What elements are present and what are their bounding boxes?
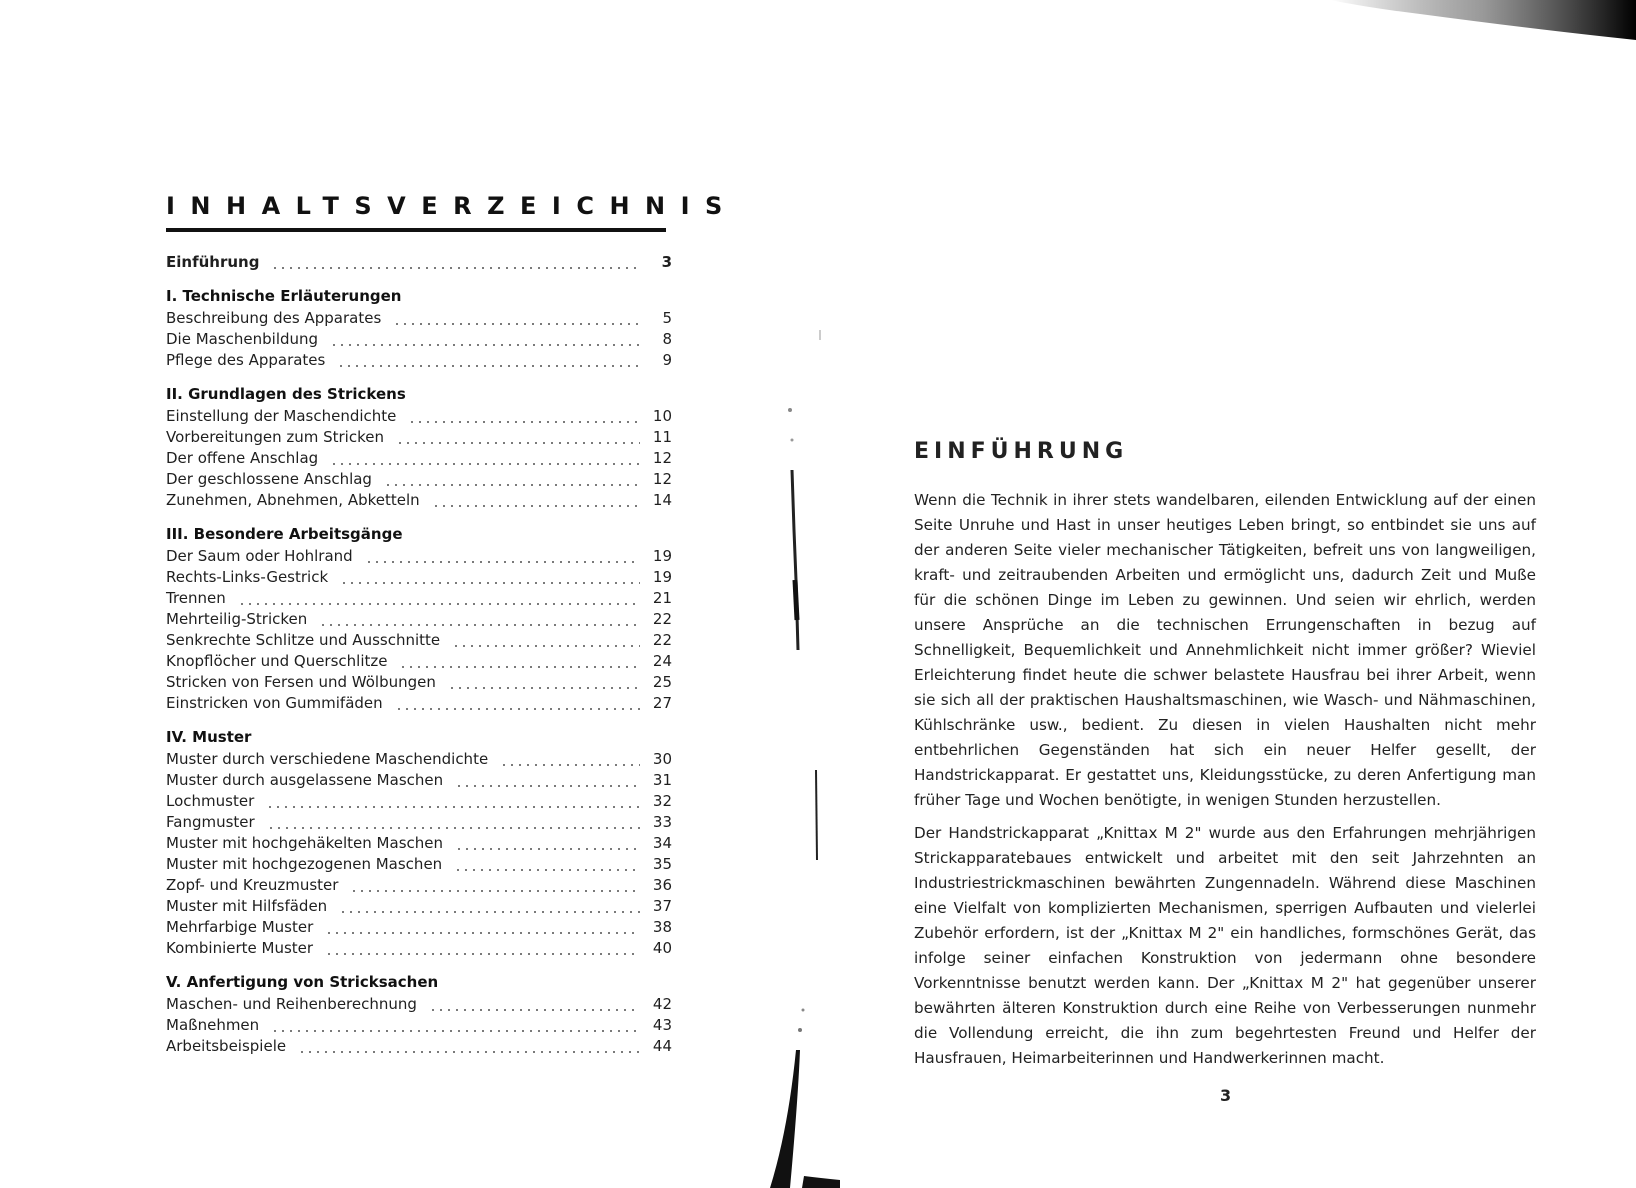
toc-entry	[166, 448, 672, 469]
toc-entry	[166, 770, 672, 791]
toc-entry-page: 37	[652, 897, 672, 915]
toc-section-heading: I. Technische Erläuterungen	[166, 287, 402, 305]
toc-entry	[166, 812, 672, 833]
toc-leader-dots	[271, 1030, 640, 1032]
toc-entry-page: 12	[652, 470, 672, 488]
toc-title-rule	[166, 228, 666, 232]
toc-leader-dots	[432, 505, 640, 507]
toc-entry-page: 3	[661, 253, 672, 271]
toc-entry	[166, 651, 672, 672]
toc-leader-dots	[396, 442, 640, 444]
toc-leader-dots	[350, 890, 640, 892]
toc-entry	[166, 329, 672, 350]
toc-leader-dots	[500, 764, 640, 766]
toc-entry-page: 43	[652, 1016, 672, 1034]
toc-leader-dots	[330, 344, 640, 346]
toc-entry-page: 32	[652, 792, 672, 810]
toc-section	[166, 971, 672, 1057]
toc-leader-dots	[238, 603, 640, 605]
toc-entry-page: 11	[652, 428, 672, 446]
toc-entry-page: 10	[652, 407, 672, 425]
toc-entry-page: 30	[652, 750, 672, 768]
introduction-text	[914, 488, 1536, 1071]
toc-entry-page: 22	[652, 631, 672, 649]
toc-entry	[166, 854, 672, 875]
toc-entry-page: 27	[652, 694, 672, 712]
toc-entry	[166, 791, 672, 812]
toc-entry	[166, 938, 672, 959]
scan-shadow-top-right	[1300, 0, 1636, 44]
toc-entry	[166, 994, 672, 1015]
toc-section-heading: II. Grundlagen des Strickens	[166, 385, 406, 403]
toc-leader-dots	[395, 708, 640, 710]
toc-entry-page: 5	[662, 309, 672, 327]
toc-leader-dots	[384, 484, 640, 486]
toc-leader-dots	[448, 687, 640, 689]
toc-section-heading: III. Besondere Arbeitsgänge	[166, 525, 403, 543]
toc-entry-label: Der geschlossene Anschlag	[166, 470, 372, 488]
toc-entry-label: Trennen	[166, 589, 226, 607]
toc-entry	[166, 672, 672, 693]
toc-entry	[166, 567, 672, 588]
toc-entry-page: 14	[652, 491, 672, 509]
toc-entry	[166, 609, 672, 630]
toc-leader-dots	[399, 666, 640, 668]
toc-entry-label: Einführung	[166, 253, 260, 271]
toc-entry-label: Fangmuster	[166, 813, 255, 831]
toc-entry-page: 36	[652, 876, 672, 894]
toc-entry	[166, 308, 672, 329]
toc-entry	[166, 588, 672, 609]
toc-leader-dots	[271, 267, 640, 269]
toc-entry-label: Lochmuster	[166, 792, 255, 810]
toc-entry	[166, 350, 672, 371]
toc-leader-dots	[339, 911, 640, 913]
toc-section	[166, 523, 672, 714]
toc-entry-label: Pflege des Apparates	[166, 351, 326, 369]
toc-leader-dots	[454, 869, 640, 871]
introduction-paragraph-2: Der Handstrickapparat „Knittax M 2" wurde aus den Erfahrungen mehrjährigen Strickapparatebaues entwickelt und arbeitet mit den seit Jahrzehnten an Industriestrickmaschinen bewährten Zungennadeln. Während diese Maschinen eine Vielfalt von komplizierten Mechanismen, sperrigen Aufbauten und vielerlei Zubehör erfordern, ist der „Knittax M 2" ein handliches, formschönes Gerät, das infolge seiner einfachen Konstruktion von jedermann ohne besondere Vorkenntnisse benutzt werden kann. Der „Knittax M 2" hat gegenüber unserer bewährten älteren Konstruktion durch eine Reihe von Verbesserungen nunmehr die Vollendung erreicht, die ihn zum begehrtesten Freund und Helfer der Hausfrauen, Heimarbeiterinnen und Handwerkerinnen macht.	[914, 824, 1536, 1067]
toc-entry	[166, 749, 672, 770]
toc-entry	[166, 833, 672, 854]
toc-entry-label: Vorbereitungen zum Stricken	[166, 428, 384, 446]
toc-leader-dots	[337, 365, 640, 367]
toc-entry-label: Kombinierte Muster	[166, 939, 314, 957]
toc-entry-page: 31	[652, 771, 672, 789]
toc-entry-label: Muster mit Hilfsfäden	[166, 897, 328, 915]
toc-entry-page: 44	[652, 1037, 672, 1055]
toc-leader-dots	[267, 827, 640, 829]
toc-entry	[166, 875, 672, 896]
toc-entry-page: 42	[652, 995, 672, 1013]
toc-entry-label: Muster mit hochgezogenen Maschen	[166, 855, 443, 873]
toc-entry	[166, 896, 672, 917]
introduction-title: EINFÜHRUNG	[914, 439, 1129, 464]
toc-entry-label: Muster durch ausgelassene Maschen	[166, 771, 444, 789]
toc-entry-page: 9	[662, 351, 672, 369]
toc-leader-dots	[325, 932, 640, 934]
toc-leader-dots	[266, 806, 640, 808]
toc-entry-label: Der Saum oder Hohlrand	[166, 547, 353, 565]
toc-entry-label: Arbeitsbeispiele	[166, 1037, 287, 1055]
toc-entry-page: 25	[652, 673, 672, 691]
toc-section	[166, 285, 672, 371]
toc-groups	[166, 285, 672, 1057]
introduction-paragraph-1: Wenn die Technik in ihrer stets wandelbaren, eilenden Entwicklung auf der einen Seite Unruhe und Hast in unser heutiges Leben bringt, so entbindet sie uns auf der anderen Seite vieler mechanischer Tätigkeiten, befreit uns von langweiligen, kraft- und zeitraubenden Arbeiten und ermöglicht uns, dadurch Zeit und Muße für die schönen Dinge im Leben zu gewinnen. Und seien wir ehrlich, werden unsere Ansprüche an die technischen Errungenschaften in bezug auf Schnelligkeit, Bequemlichkeit und Annehmlichkeit nicht immer größer? Wieviel Erleichterung findet heute die schwer belastete Hausfrau bei ihrer Arbeit, wenn sie sich all der praktischen Haushaltsmaschinen, wie Wasch- und Nähmaschinen, Kühlschränke usw., bedient. Zu diesen in vielen Haushalten nicht mehr entbehrlichen Gegenständen hat sich ein neuer Helfer gesellt, der Handstrickapparat. Er gestattet uns, Kleidungsstücke, zu deren Anfertigung man früher Tage und Wochen benötigte, in wenigen Stunden herzustellen.	[914, 491, 1536, 809]
toc-entry	[166, 469, 672, 490]
toc-entry-page: 33	[652, 813, 672, 831]
toc-leader-dots	[330, 463, 640, 465]
toc-entry	[166, 406, 672, 427]
toc-leader-dots	[298, 1051, 640, 1053]
toc-leader-dots	[365, 561, 640, 563]
toc-title: INHALTSVERZEICHNIS	[166, 192, 738, 220]
toc-entry-page: 40	[652, 939, 672, 957]
table-of-contents	[166, 190, 738, 1057]
toc-entry-label: Mehrteilig-Stricken	[166, 610, 308, 628]
toc-entry-page: 19	[652, 547, 672, 565]
toc-leader-dots	[319, 624, 640, 626]
toc-entry-introduction	[166, 252, 672, 273]
toc-entry-page: 8	[662, 330, 672, 348]
toc-entry-label: Zunehmen, Abnehmen, Abketteln	[166, 491, 420, 509]
toc-entry-label: Maßnehmen	[166, 1016, 260, 1034]
toc-leader-dots	[340, 582, 640, 584]
toc-entry-label: Mehrfarbige Muster	[166, 918, 314, 936]
toc-leader-dots	[455, 848, 640, 850]
toc-section	[166, 726, 672, 959]
toc-leader-dots	[452, 645, 640, 647]
toc-leader-dots	[393, 323, 640, 325]
toc-body	[166, 252, 672, 1057]
toc-entry-page: 38	[652, 918, 672, 936]
toc-entry-label: Senkrechte Schlitze und Ausschnitte	[166, 631, 441, 649]
toc-entry-label: Maschen- und Reihenberechnung	[166, 995, 417, 1013]
toc-entry-label: Einstricken von Gummifäden	[166, 694, 383, 712]
toc-leader-dots	[455, 785, 640, 787]
toc-entry-label: Beschreibung des Apparates	[166, 309, 382, 327]
toc-leader-dots	[429, 1009, 640, 1011]
toc-entry-page: 19	[652, 568, 672, 586]
toc-entry	[166, 1015, 672, 1036]
toc-entry	[166, 1036, 672, 1057]
toc-entry-page: 34	[652, 834, 672, 852]
toc-entry-label: Muster mit hochgehäkelten Maschen	[166, 834, 443, 852]
toc-entry-label: Muster durch verschiedene Maschendichte	[166, 750, 489, 768]
toc-entry-label: Stricken von Fersen und Wölbungen	[166, 673, 436, 691]
toc-entry-label: Rechts-Links-Gestrick	[166, 568, 329, 586]
toc-leader-dots	[325, 953, 640, 955]
toc-section-heading: IV. Muster	[166, 728, 252, 746]
toc-entry-label: Einstellung der Maschendichte	[166, 407, 397, 425]
toc-entry-label: Zopf- und Kreuzmuster	[166, 876, 339, 894]
toc-entry-label: Der offene Anschlag	[166, 449, 319, 467]
toc-entry-page: 35	[652, 855, 672, 873]
toc-entry-page: 21	[652, 589, 672, 607]
page-number: 3	[1220, 1086, 1232, 1105]
toc-entry	[166, 546, 672, 567]
toc-leader-dots	[408, 421, 640, 423]
toc-entry-label: Die Maschenbildung	[166, 330, 319, 348]
toc-entry	[166, 917, 672, 938]
toc-entry-page: 22	[652, 610, 672, 628]
toc-entry-page: 12	[652, 449, 672, 467]
toc-section-heading: V. Anfertigung von Stricksachen	[166, 973, 439, 991]
toc-section	[166, 383, 672, 511]
toc-entry-label: Knopflöcher und Querschlitze	[166, 652, 388, 670]
toc-entry-page: 24	[652, 652, 672, 670]
introduction-page	[914, 438, 1536, 1079]
toc-entry	[166, 693, 672, 714]
scan-gutter-marks	[740, 330, 840, 1188]
toc-entry	[166, 630, 672, 651]
toc-entry	[166, 427, 672, 448]
toc-entry	[166, 490, 672, 511]
